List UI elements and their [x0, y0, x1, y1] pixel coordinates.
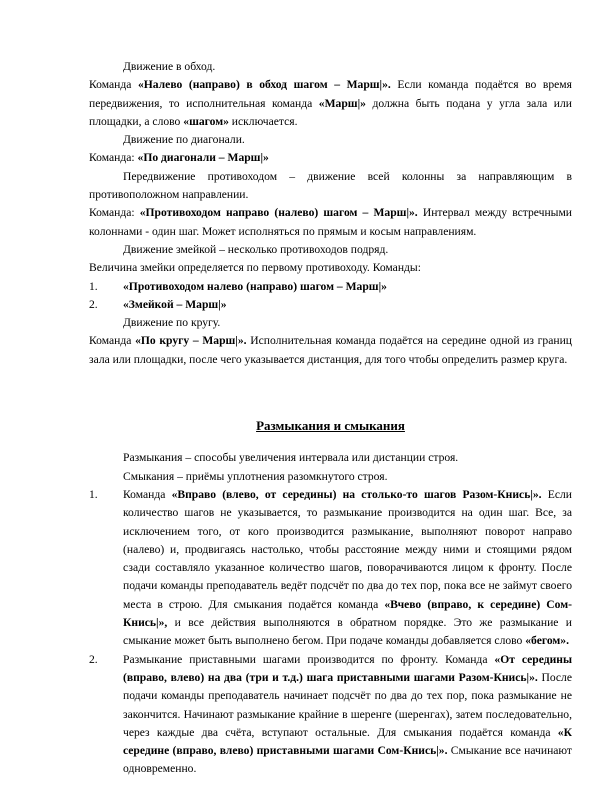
command-shagom: «шагом» — [183, 114, 229, 128]
section-title: Размыкания и смыкания — [256, 418, 405, 434]
list-item: 1. «Противоходом налево (направо) шагом – Марш|» — [89, 278, 572, 296]
heading-krug: Движение по кругу. — [123, 316, 221, 330]
paragraph-zmeika-size: Величина змейки определяется по первому противоходу. Команды: — [89, 261, 421, 275]
command-diagonal: «По диагонали – Марш|» — [137, 151, 269, 165]
command-marsh: «Марш|» — [318, 96, 366, 110]
command-begom: «бегом». — [525, 634, 569, 648]
heading-diagonal: Движение по диагонали. — [123, 133, 245, 147]
paragraph-smykanie-def: Смыкания – приёмы уплотнения разомкнутого строя. — [123, 469, 388, 483]
list-item: 2. Размыкание приставными шагами производится по фронту. Команда «От середины (вправо, влево) на два (три и т.д.) шага приставными шагами Разом-Кнись|». После подачи команды преподаватель начинает подсчёт по два до тех пор, пока размыкание не закончится. Начинают размыкание крайние в шеренге (шеренгах), затем последовательно, через каждые два счёта, вступают остальные. Для смыкания подаётся команда «К середине (вправо, влево) приставными шагами Сом-Кнись|». Смыкание все начинают одновременно. — [89, 652, 572, 776]
paragraph-zmeika-def: Движение змейкой – несколько противоходов подряд. — [123, 242, 389, 256]
command-zmeika: «Змейкой – Марш|» — [123, 297, 227, 311]
command-protivohod-list: «Противоходом налево (направо) шагом – Марш|» — [123, 279, 387, 293]
command-obhod: «Налево (направо) в обход шагом – Марш|». — [137, 78, 391, 92]
paragraph-diagonal: Команда: «По диагонали – Марш|» — [89, 151, 269, 165]
command-protivohod: «Противоходом направо (налево) шагом – Марш|». — [139, 206, 418, 220]
paragraph-razmykanie-def: Размыкания – способы увеличения интервала или дистанции строя. — [123, 451, 459, 465]
command-krug: «По кругу – Марш|». — [135, 334, 247, 348]
command-pristavnye-razom: «От середины (вправо, влево) на два (три и т.д.) шага приставными шагами Разом-Кнись|». — [123, 652, 572, 684]
paragraph-protivohod: Команда: «Противоходом направо (налево) шагом – Марш|». Интервал между встречными колоннами - один шаг. Может исполняться по прямым и косым направлениям. — [89, 206, 572, 238]
paragraph-obhod: Команда «Налево (направо) в обход шагом – Марш|». Если команда подаётся во время передвижения, то исполнительная команда «Марш|» должна быть подана у угла зала или площадки, а слово «шагом» исключается. — [89, 78, 572, 128]
list-item: 1. Команда «Вправо (влево, от середины) на столько-то шагов Разом-Кнись|». Если количество шагов не указывается, то размыкание производится на один шаг. Все, за исключением того, от кого производится размыкание, выполняют поворот направо (налево) и, продвигаясь настолько, чтобы расстояние между ними и стоящими рядом сзади составляло указанное количество шагов, поворачиваются лицом к фронту. После подачи команды преподаватель ведёт подсчёт по два до тех пор, пока все не займут своего места в строю. Для смыкания подаётся команда «Вчево (вправо, к середине) Сом-Кнись|», и все действия выполняются в обратном порядке. Это же размыкание и смыкание может быть выполнено бегом. При подаче команды добавляется слово «бегом». — [89, 487, 572, 648]
command-razom-knis: «Вправо (влево, от середины) на столько-то шагов Разом-Кнись|». — [171, 487, 542, 501]
command-pristavnye-som: «К середине (вправо, влево) приставными шагами Сом-Кнись|». — [123, 725, 572, 758]
paragraph-krug: Команда «По кругу – Марш|». Исполнительная команда подаётся на середине одной из границ зала или площадки, после чего указывается дистанция, для того чтобы определить размер круга. — [89, 334, 572, 366]
paragraph-protivohod-def: Передвижение противоходом – движение всей колонны за направляющим в противоположном направлении. — [89, 169, 572, 202]
heading-obhod: Движение в обход. — [123, 60, 216, 73]
command-som-knis: «Вчево (вправо, к середине) Сом-Кнись|», — [123, 597, 572, 630]
list-item: 2. «Змейкой – Марш|» — [89, 296, 572, 314]
